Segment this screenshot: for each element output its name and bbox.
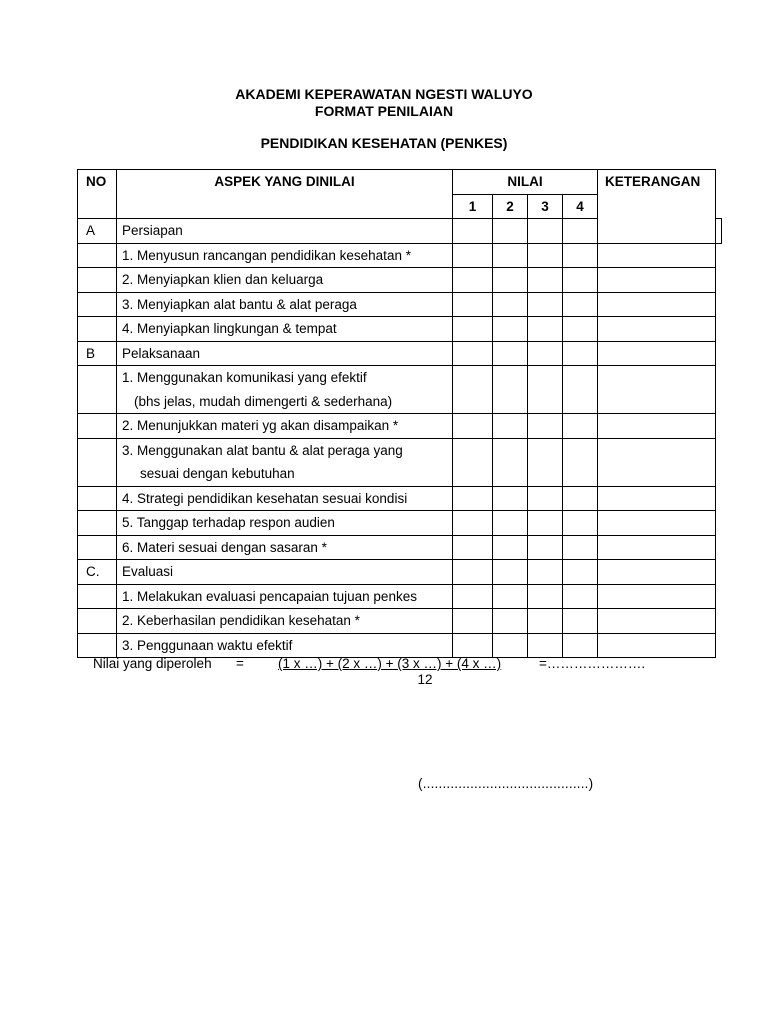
row-aspect [117,633,453,658]
row-no [78,584,117,609]
row-aspect [117,609,453,634]
row-aspect [117,511,453,536]
row-no [78,414,117,439]
note-cell[interactable] [598,511,716,536]
score-cell-1[interactable] [453,438,493,486]
aspect-text: 1. Melakukan evaluasi pencapaian tujuan penkes [122,588,417,604]
score-cell-2[interactable] [493,609,528,634]
score-cell-4[interactable] [563,511,598,536]
row-aspect [117,317,453,342]
score-cell-3[interactable] [528,219,563,244]
note-cell[interactable] [598,366,716,414]
note-cell[interactable] [598,486,716,511]
score-cell-1[interactable] [453,341,493,366]
score-cell-2[interactable] [493,438,528,486]
aspect-text: 3. Menyiapkan alat bantu & alat peraga [122,296,357,312]
aspect-text: 2. Menyiapkan klien dan keluarga [122,272,324,287]
score-level-1: 1 [453,194,493,219]
score-cell-4[interactable] [563,292,598,317]
score-cell-2[interactable] [493,268,528,293]
aspect-text: Persiapan [122,223,183,238]
row-aspect [117,268,453,293]
score-cell-1[interactable] [453,633,493,658]
score-cell-4[interactable] [563,560,598,585]
row-aspect [117,584,453,609]
row-aspect [117,414,453,439]
note-cell[interactable] [598,633,716,658]
row-no: A [78,219,117,244]
aspect-text: 1. Menggunakan komunikasi yang efektif [122,370,367,385]
form-title: FORMAT PENILAIAN [314,103,454,119]
row-no [78,243,117,268]
score-cell-1[interactable] [453,609,493,634]
table-row [78,414,722,439]
score-cell-2[interactable] [493,511,528,536]
aspect-text: 3. Penggunaan waktu efektif [122,637,293,653]
score-cell-4[interactable] [563,219,598,244]
assessment-table [77,169,722,658]
row-no [78,292,117,317]
score-cell-2[interactable] [493,633,528,658]
row-aspect [117,486,453,511]
table-row [78,292,722,317]
row-aspect [117,243,453,268]
score-cell-1[interactable] [453,584,493,609]
score-cell-4[interactable] [563,317,598,342]
aspect-text: Evaluasi [122,564,174,579]
table-row [78,560,722,585]
score-cell-3[interactable] [528,584,563,609]
row-no [78,268,117,293]
table-row [78,243,722,268]
row-aspect [117,560,453,585]
score-cell-1[interactable] [453,292,493,317]
note-cell[interactable] [598,414,716,439]
row-no [78,317,117,342]
note-cell[interactable] [598,535,716,560]
score-cell-3[interactable] [528,414,563,439]
table-row [78,609,722,634]
aspect-text: 1. Menyusun rancangan pendidikan kesehatan * [122,247,411,263]
row-no [78,535,117,560]
note-cell[interactable] [598,317,716,342]
aspect-text: 2. Keberhasilan pendidikan kesehatan * [122,613,360,628]
table-row [78,633,722,658]
formula-result: =…………………. [539,656,646,671]
score-cell-1[interactable] [453,486,493,511]
table-row [78,511,722,536]
score-cell-1[interactable] [453,243,493,268]
row-aspect [117,341,453,366]
score-cell-3[interactable] [528,511,563,536]
institution-title: AKADEMI KEPERAWATAN NGESTI WALUYO [235,86,533,102]
score-cell-2[interactable] [493,219,528,244]
row-aspect [117,292,453,317]
aspect-text: 4. Strategi pendidikan kesehatan sesuai kondisi [122,490,408,506]
score-cell-2[interactable] [493,243,528,268]
table-row [78,438,722,486]
aspect-text-cont: (bhs jelas, mudah dimengerti & sederhana) [134,393,393,409]
score-cell-3[interactable] [528,535,563,560]
score-level-3: 3 [528,194,563,219]
score-cell-4[interactable] [563,609,598,634]
score-cell-3[interactable] [528,633,563,658]
formula-divisor: 12 [417,672,433,687]
score-cell-2[interactable] [493,535,528,560]
score-cell-4[interactable] [563,438,598,486]
row-no [78,366,117,414]
note-cell[interactable] [598,292,716,317]
score-cell-3[interactable] [528,268,563,293]
aspect-text: 5. Tanggap terhadap respon audien [122,515,335,530]
score-cell-1[interactable] [453,366,493,414]
subject-title: PENDIDIKAN KESEHATAN (PENKES) [260,135,508,151]
row-aspect [117,438,453,486]
score-cell-3[interactable] [528,486,563,511]
note-cell[interactable] [716,219,722,244]
score-cell-3[interactable] [528,366,563,414]
score-cell-1[interactable] [453,317,493,342]
score-cell-3[interactable] [528,243,563,268]
score-cell-1[interactable] [453,535,493,560]
header-no: NO [78,170,117,219]
aspect-text: 3. Menggunakan alat bantu & alat peraga yang [122,442,403,458]
score-cell-2[interactable] [493,486,528,511]
aspect-text-cont: sesuai dengan kebutuhan [140,466,295,481]
score-cell-2[interactable] [493,560,528,585]
table-row [78,317,722,342]
score-cell-4[interactable] [563,486,598,511]
note-cell[interactable] [598,609,716,634]
header-note: KETERANGAN [598,170,716,244]
row-aspect [117,219,453,244]
note-cell[interactable] [598,584,716,609]
table-row [78,486,722,511]
row-no [78,633,117,658]
score-level-4: 4 [563,194,598,219]
score-cell-2[interactable] [493,341,528,366]
row-aspect [117,366,453,414]
table-row [78,268,722,293]
aspect-text: 4. Menyiapkan lingkungan & tempat [122,321,337,336]
header-aspect: ASPEK YANG DINILAI [117,170,453,219]
score-cell-3[interactable] [528,341,563,366]
score-cell-1[interactable] [453,268,493,293]
score-cell-4[interactable] [563,584,598,609]
score-cell-2[interactable] [493,584,528,609]
score-cell-2[interactable] [493,292,528,317]
score-cell-4[interactable] [563,535,598,560]
table-row [78,366,722,414]
note-cell[interactable] [598,438,716,486]
score-cell-3[interactable] [528,560,563,585]
score-cell-1[interactable] [453,414,493,439]
row-no [78,511,117,536]
score-cell-1[interactable] [453,511,493,536]
row-no: B [78,341,117,366]
note-cell[interactable] [598,268,716,293]
aspect-text: 6. Materi sesuai dengan sasaran * [122,539,327,555]
score-cell-1[interactable] [453,219,493,244]
score-cell-4[interactable] [563,243,598,268]
row-no [78,438,117,486]
table-row [78,584,722,609]
formula-equals: = [236,656,244,671]
note-cell[interactable] [598,560,716,585]
score-cell-3[interactable] [528,292,563,317]
signature-line: (..........................................) [418,776,594,791]
score-cell-3[interactable] [528,438,563,486]
row-no [78,609,117,634]
score-cell-2[interactable] [493,414,528,439]
score-cell-2[interactable] [493,317,528,342]
row-no: C. [78,560,117,585]
score-cell-3[interactable] [528,317,563,342]
score-cell-4[interactable] [563,633,598,658]
row-no [78,486,117,511]
score-cell-3[interactable] [528,609,563,634]
note-cell[interactable] [598,243,716,268]
score-cell-4[interactable] [563,341,598,366]
note-cell[interactable] [598,341,716,366]
table-row [78,341,722,366]
score-cell-4[interactable] [563,366,598,414]
formula-expression: (1 x …) + (2 x …) + (3 x …) + (4 x …) [278,656,502,671]
aspect-text: 2. Menunjukkan materi yg akan disampaikan * [122,418,399,433]
score-cell-4[interactable] [563,268,598,293]
score-cell-4[interactable] [563,414,598,439]
score-level-2: 2 [493,194,528,219]
score-cell-2[interactable] [493,366,528,414]
row-aspect [117,535,453,560]
formula-label: Nilai yang diperoleh [93,656,212,671]
header-score: NILAI [453,170,598,195]
aspect-text: Pelaksanaan [122,345,201,361]
score-cell-1[interactable] [453,560,493,585]
table-row [78,535,722,560]
